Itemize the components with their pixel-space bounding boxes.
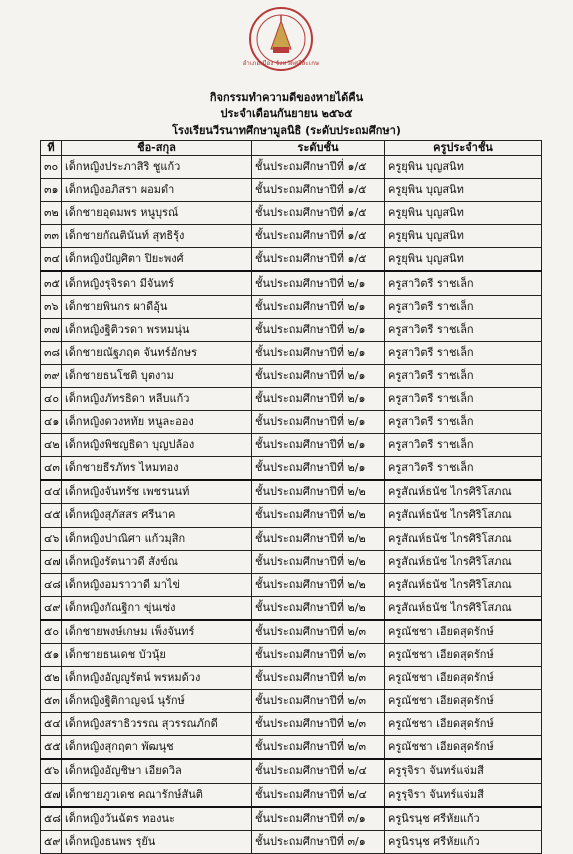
table-row (41, 620, 542, 644)
table-row (41, 667, 542, 690)
cell-no: ๕๓ (41, 690, 62, 713)
cell-no: ๓๙ (41, 364, 62, 387)
cell-level: ชั้นประถมศึกษาปีที่ ๒/๒ (252, 504, 385, 527)
cell-teacher: ครูยุพิน บุญสนิท (385, 225, 542, 248)
table-row (41, 156, 542, 179)
table-row (41, 457, 542, 481)
cell-name: เด็กหญิงฐิติกาญจน์ นุรักษ์ (62, 690, 252, 713)
cell-no: ๔๔ (41, 480, 62, 504)
cell-teacher: ครูสาวิตรี ราชเล็ก (385, 411, 542, 434)
cell-teacher: ครูสาวิตรี ราชเล็ก (385, 434, 542, 457)
cell-teacher: ครูณัชชา เอียดสุดรักษ์ (385, 736, 542, 760)
cell-level: ชั้นประถมศึกษาปีที่ ๒/๒ (252, 527, 385, 550)
cell-no: ๕๘ (41, 807, 62, 831)
cell-teacher: ครูสัณห์ธนัช ไกรศิริโสภณ (385, 504, 542, 527)
cell-no: ๔๖ (41, 527, 62, 550)
cell-teacher: ครูณัชชา เอียดสุดรักษ์ (385, 667, 542, 690)
cell-name: เด็กหญิงฐิติวรดา พรหมนุ่น (62, 318, 252, 341)
cell-teacher: ครูสาวิตรี ราชเล็ก (385, 271, 542, 295)
cell-level: ชั้นประถมศึกษาปีที่ ๒/๑ (252, 387, 385, 410)
cell-level: ชั้นประถมศึกษาปีที่ ๒/๓ (252, 667, 385, 690)
cell-name: เด็กชายอุดมพร หนูบุรณ์ (62, 202, 252, 225)
cell-name: เด็กชายธนเดช บัวนุ้ย (62, 643, 252, 666)
cell-teacher: ครูรุจิรา จันทร์แจ่มสี (385, 759, 542, 783)
cell-no: ๓๓ (41, 225, 62, 248)
cell-name: เด็กหญิงพิชญธิดา บุญปล้อง (62, 434, 252, 457)
cell-teacher: ครูสัณห์ธนัช ไกรศิริโสภณ (385, 573, 542, 596)
cell-level: ชั้นประถมศึกษาปีที่ ๒/๑ (252, 341, 385, 364)
cell-teacher: ครูสัณห์ธนัช ไกรศิริโสภณ (385, 596, 542, 620)
cell-teacher: ครูณัชชา เอียดสุดรักษ์ (385, 690, 542, 713)
cell-teacher: ครูยุพิน บุญสนิท (385, 156, 542, 179)
cell-name: เด็กชายพินกร ผาดีอุ้น (62, 295, 252, 318)
table-row (41, 573, 542, 596)
table-row (41, 596, 542, 620)
cell-no: ๓๘ (41, 341, 62, 364)
cell-no: ๔๑ (41, 411, 62, 434)
cell-name: เด็กหญิงประภาสิริ ชูแก้ว (62, 156, 252, 179)
cell-no: ๕๒ (41, 667, 62, 690)
cell-teacher: ครูรุจิรา จันทร์แจ่มสี (385, 783, 542, 807)
cell-level: ชั้นประถมศึกษาปีที่ ๒/๓ (252, 620, 385, 644)
cell-name: เด็กหญิงธนพร รุยัน (62, 830, 252, 853)
cell-level: ชั้นประถมศึกษาปีที่ ๓/๑ (252, 830, 385, 853)
student-table (40, 140, 542, 854)
table-row (41, 387, 542, 410)
cell-no: ๔๗ (41, 550, 62, 573)
table-row (41, 225, 542, 248)
cell-name: เด็กชายณัฐภฤต จันทร์อักษร (62, 341, 252, 364)
cell-level: ชั้นประถมศึกษาปีที่ ๑/๕ (252, 225, 385, 248)
table-row (41, 341, 542, 364)
table-row (41, 179, 542, 202)
cell-name: เด็กหญิงสุภัสสร ศรีนาค (62, 504, 252, 527)
cell-level: ชั้นประถมศึกษาปีที่ ๒/๓ (252, 690, 385, 713)
table-row (41, 527, 542, 550)
cell-teacher: ครูสัณห์ธนัช ไกรศิริโสภณ (385, 527, 542, 550)
cell-name: เด็กชายธนโชติ บุตงาม (62, 364, 252, 387)
cell-name: เด็กชายธีรภัทร ไหมทอง (62, 457, 252, 481)
cell-level: ชั้นประถมศึกษาปีที่ ๒/๔ (252, 759, 385, 783)
cell-level: ชั้นประถมศึกษาปีที่ ๒/๑ (252, 364, 385, 387)
cell-no: ๓๕ (41, 271, 62, 295)
cell-level: ชั้นประถมศึกษาปีที่ ๒/๑ (252, 295, 385, 318)
cell-no: ๔๙ (41, 596, 62, 620)
cell-name: เด็กชายภูวเดช คณารักษ์สันติ (62, 783, 252, 807)
cell-level: ชั้นประถมศึกษาปีที่ ๒/๒ (252, 550, 385, 573)
table-row (41, 411, 542, 434)
cell-no: ๔๒ (41, 434, 62, 457)
table-row (41, 271, 542, 295)
cell-no: ๕๔ (41, 713, 62, 736)
cell-level: ชั้นประถมศึกษาปีที่ ๒/๑ (252, 434, 385, 457)
cell-no: ๓๖ (41, 295, 62, 318)
col-header-level: ระดับชั้น (252, 141, 385, 156)
cell-name: เด็กหญิงอัญชิษา เอียดวิล (62, 759, 252, 783)
cell-level: ชั้นประถมศึกษาปีที่ ๑/๕ (252, 202, 385, 225)
cell-teacher: ครูณัชชา เอียดสุดรักษ์ (385, 713, 542, 736)
cell-level: ชั้นประถมศึกษาปีที่ ๒/๑ (252, 271, 385, 295)
cell-name: เด็กหญิงปัญศิตา ปิยะพงศ์ (62, 248, 252, 272)
table-row (41, 504, 542, 527)
cell-no: ๔๐ (41, 387, 62, 410)
cell-teacher: ครูยุพิน บุญสนิท (385, 248, 542, 272)
cell-teacher: ครูนิรนุช ศรีหัยแก้ว (385, 830, 542, 853)
table-header-row (41, 141, 542, 156)
cell-level: ชั้นประถมศึกษาปีที่ ๒/๒ (252, 480, 385, 504)
logo-caption: อำเภอเมือง จังหวัดศรีสะเกษ (242, 60, 320, 67)
col-header-no: ที่ (41, 141, 62, 156)
cell-level: ชั้นประถมศึกษาปีที่ ๒/๔ (252, 783, 385, 807)
col-header-teacher: ครูประจำชั้น (385, 141, 542, 156)
cell-name: เด็กหญิงอมราวาดี มาไข่ (62, 573, 252, 596)
cell-teacher: ครูสาวิตรี ราชเล็ก (385, 318, 542, 341)
table-row (41, 713, 542, 736)
cell-no: ๕๙ (41, 830, 62, 853)
col-header-name: ชื่อ-สกุล (62, 141, 252, 156)
table-row (41, 807, 542, 831)
cell-teacher: ครูนิรนุช ศรีหัยแก้ว (385, 807, 542, 831)
table-row (41, 690, 542, 713)
cell-level: ชั้นประถมศึกษาปีที่ ๓/๑ (252, 807, 385, 831)
table-row (41, 202, 542, 225)
title-school: โรงเรียนวีรนาทศึกษามูลนิธิ (ระดับประถมศึกษา) (172, 124, 401, 137)
cell-name: เด็กชายกัณตินันท์ สุทธิรุ้ง (62, 225, 252, 248)
cell-name: เด็กหญิงสุกฤตา พัฒนุช (62, 736, 252, 760)
cell-name: เด็กหญิงปาณิศา แก้วมุสิก (62, 527, 252, 550)
cell-teacher: ครูสาวิตรี ราชเล็ก (385, 364, 542, 387)
table-row (41, 759, 542, 783)
cell-name: เด็กหญิงภัทรธิดา หลีบแก้ว (62, 387, 252, 410)
table-row (41, 550, 542, 573)
table-row (41, 434, 542, 457)
cell-name: เด็กหญิงกัณฐิกา ขุ่นเซ่ง (62, 596, 252, 620)
cell-level: ชั้นประถมศึกษาปีที่ ๒/๓ (252, 643, 385, 666)
title-month: ประจำเดือนกันยายน ๒๕๖๕ (220, 107, 353, 120)
cell-name: เด็กหญิงสราธิวรรณ สุวรรณภักดี (62, 713, 252, 736)
table-row (41, 364, 542, 387)
cell-name: เด็กหญิงวันฉัตร ทองนะ (62, 807, 252, 831)
cell-level: ชั้นประถมศึกษาปีที่ ๒/๒ (252, 596, 385, 620)
cell-teacher: ครูสาวิตรี ราชเล็ก (385, 457, 542, 481)
cell-teacher: ครูสาวิตรี ราชเล็ก (385, 387, 542, 410)
cell-no: ๕๖ (41, 759, 62, 783)
cell-name: เด็กหญิงรุจิรดา มีจันทร์ (62, 271, 252, 295)
cell-level: ชั้นประถมศึกษาปีที่ ๑/๕ (252, 179, 385, 202)
cell-no: ๔๓ (41, 457, 62, 481)
cell-no: ๓๑ (41, 179, 62, 202)
table-row (41, 736, 542, 760)
cell-no: ๕๑ (41, 643, 62, 666)
cell-teacher: ครูยุพิน บุญสนิท (385, 179, 542, 202)
cell-no: ๓๐ (41, 156, 62, 179)
table-row (41, 295, 542, 318)
cell-teacher: ครูยุพิน บุญสนิท (385, 202, 542, 225)
cell-no: ๓๔ (41, 248, 62, 272)
cell-name: เด็กหญิงรัตนาวดี สังข์ณ (62, 550, 252, 573)
cell-level: ชั้นประถมศึกษาปีที่ ๒/๑ (252, 411, 385, 434)
table-row (41, 480, 542, 504)
cell-teacher: ครูสาวิตรี ราชเล็ก (385, 341, 542, 364)
table-row (41, 643, 542, 666)
cell-no: ๕๕ (41, 736, 62, 760)
cell-level: ชั้นประถมศึกษาปีที่ ๑/๕ (252, 248, 385, 272)
cell-level: ชั้นประถมศึกษาปีที่ ๒/๓ (252, 736, 385, 760)
table-row (41, 783, 542, 807)
table-row (41, 248, 542, 272)
cell-no: ๕๗ (41, 783, 62, 807)
cell-name: เด็กหญิงอัญญูรัตน์ พรหมด้วง (62, 667, 252, 690)
cell-level: ชั้นประถมศึกษาปีที่ ๒/๑ (252, 457, 385, 481)
cell-level: ชั้นประถมศึกษาปีที่ ๑/๕ (252, 156, 385, 179)
cell-no: ๔๕ (41, 504, 62, 527)
cell-no: ๓๗ (41, 318, 62, 341)
cell-teacher: ครูณัชชา เอียดสุดรักษ์ (385, 620, 542, 644)
cell-name: เด็กหญิงจันทรัช เพชรนนท์ (62, 480, 252, 504)
cell-no: ๓๒ (41, 202, 62, 225)
table-row (41, 318, 542, 341)
table-row (41, 830, 542, 853)
cell-teacher: ครูสัณห์ธนัช ไกรศิริโสภณ (385, 550, 542, 573)
cell-teacher: ครูณัชชา เอียดสุดรักษ์ (385, 643, 542, 666)
cell-no: ๔๘ (41, 573, 62, 596)
cell-name: เด็กชายพงษ์เกษม เพ็งจันทร์ (62, 620, 252, 644)
cell-teacher: ครูสัณห์ธนัช ไกรศิริโสภณ (385, 480, 542, 504)
title-activity: กิจกรรมทำความดีของหายได้คืน (209, 91, 364, 104)
cell-level: ชั้นประถมศึกษาปีที่ ๒/๒ (252, 573, 385, 596)
cell-teacher: ครูสาวิตรี ราชเล็ก (385, 295, 542, 318)
cell-level: ชั้นประถมศึกษาปีที่ ๒/๑ (252, 318, 385, 341)
cell-name: เด็กหญิงอภิสรา ผอมดำ (62, 179, 252, 202)
cell-no: ๕๐ (41, 620, 62, 644)
cell-level: ชั้นประถมศึกษาปีที่ ๒/๓ (252, 713, 385, 736)
cell-name: เด็กหญิงดวงหทัย หนูละออง (62, 411, 252, 434)
